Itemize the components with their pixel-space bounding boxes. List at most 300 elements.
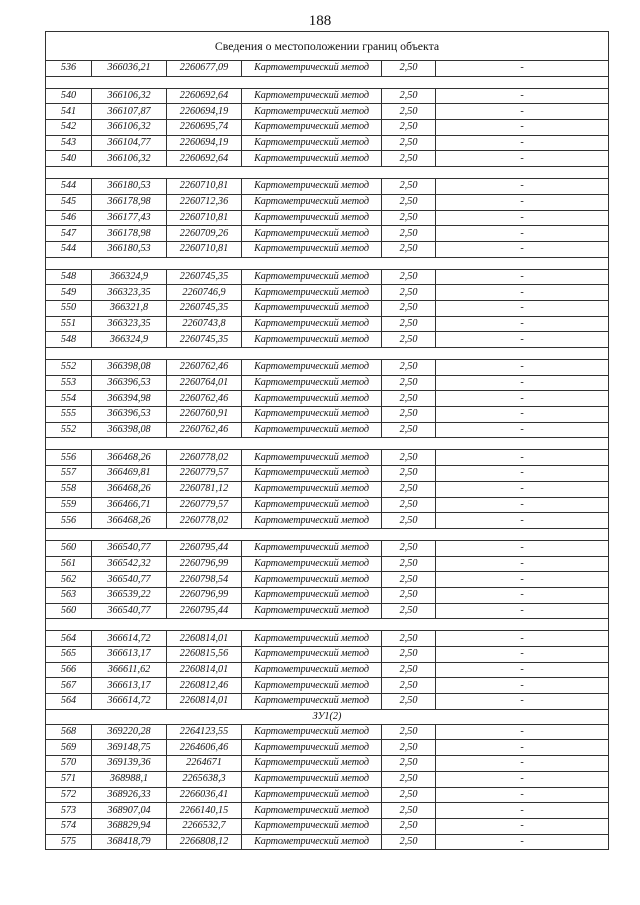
y-coordinate-cell: 2260710,81: [167, 210, 242, 226]
description-cell: -: [436, 631, 609, 647]
point-number-cell: 560: [46, 603, 92, 619]
table-row: [46, 603, 609, 619]
description-cell: -: [436, 513, 609, 529]
y-coordinate-cell: 2260796,99: [167, 587, 242, 603]
y-coordinate-cell: 2260762,46: [167, 422, 242, 438]
section-label-row: [46, 709, 609, 724]
y-coordinate-cell: 2260743,8: [167, 316, 242, 332]
point-number-cell: 546: [46, 210, 92, 226]
table-row: [46, 694, 609, 710]
method-cell: Картометрический метод: [242, 360, 382, 376]
point-number-cell: 540: [46, 88, 92, 104]
x-coordinate-cell: 366540,77: [92, 540, 167, 556]
table-row: [46, 332, 609, 348]
accuracy-cell: 2,50: [382, 104, 436, 120]
method-cell: Картометрический метод: [242, 285, 382, 301]
y-coordinate-cell: 2266140,15: [167, 803, 242, 819]
accuracy-cell: 2,50: [382, 285, 436, 301]
accuracy-cell: 2,50: [382, 269, 436, 285]
table-row: [46, 662, 609, 678]
method-cell: Картометрический метод: [242, 787, 382, 803]
x-coordinate-cell: 366614,72: [92, 631, 167, 647]
table-row: [46, 556, 609, 572]
description-cell: -: [436, 104, 609, 120]
separator-cell: [46, 348, 609, 360]
y-coordinate-cell: 2260709,26: [167, 226, 242, 242]
description-cell: -: [436, 497, 609, 513]
y-coordinate-cell: 2260814,01: [167, 662, 242, 678]
method-cell: Картометрический метод: [242, 179, 382, 195]
description-cell: -: [436, 587, 609, 603]
accuracy-cell: 2,50: [382, 603, 436, 619]
separator-cell: [46, 528, 609, 540]
accuracy-cell: 2,50: [382, 407, 436, 423]
x-coordinate-cell: 366323,35: [92, 285, 167, 301]
description-cell: -: [436, 179, 609, 195]
table-row: [46, 120, 609, 136]
point-number-cell: 544: [46, 179, 92, 195]
x-coordinate-cell: 368829,94: [92, 818, 167, 834]
x-coordinate-cell: 366539,22: [92, 587, 167, 603]
method-cell: Картометрический метод: [242, 194, 382, 210]
accuracy-cell: 2,50: [382, 587, 436, 603]
table-row: [46, 391, 609, 407]
y-coordinate-cell: 2260760,91: [167, 407, 242, 423]
description-cell: -: [436, 285, 609, 301]
table-row: [46, 513, 609, 529]
x-coordinate-cell: 366396,53: [92, 375, 167, 391]
table-row: [46, 647, 609, 663]
point-number-cell: 557: [46, 466, 92, 482]
section-separator: [46, 348, 609, 360]
section-label: ЗУ1(2): [46, 709, 609, 724]
x-coordinate-cell: 366180,53: [92, 241, 167, 257]
y-coordinate-cell: 2260712,36: [167, 194, 242, 210]
x-coordinate-cell: 366542,32: [92, 556, 167, 572]
table-row: [46, 787, 609, 803]
table-row: [46, 407, 609, 423]
point-number-cell: 544: [46, 241, 92, 257]
y-coordinate-cell: 2260798,54: [167, 572, 242, 588]
description-cell: -: [436, 210, 609, 226]
separator-cell: [46, 438, 609, 450]
table-row: [46, 587, 609, 603]
section-separator: [46, 528, 609, 540]
y-coordinate-cell: 2264123,55: [167, 724, 242, 740]
x-coordinate-cell: 366324,9: [92, 269, 167, 285]
x-coordinate-cell: 366396,53: [92, 407, 167, 423]
method-cell: Картометрический метод: [242, 375, 382, 391]
accuracy-cell: 2,50: [382, 513, 436, 529]
method-cell: Картометрический метод: [242, 466, 382, 482]
method-cell: Картометрический метод: [242, 647, 382, 663]
table-row: [46, 450, 609, 466]
y-coordinate-cell: 2260745,35: [167, 332, 242, 348]
x-coordinate-cell: 366107,87: [92, 104, 167, 120]
y-coordinate-cell: 2264606,46: [167, 740, 242, 756]
y-coordinate-cell: 2260795,44: [167, 603, 242, 619]
method-cell: Картометрический метод: [242, 803, 382, 819]
table-row: [46, 61, 609, 77]
accuracy-cell: 2,50: [382, 694, 436, 710]
point-number-cell: 548: [46, 332, 92, 348]
table-row: [46, 360, 609, 376]
description-cell: -: [436, 481, 609, 497]
method-cell: Картометрический метод: [242, 120, 382, 136]
description-cell: -: [436, 540, 609, 556]
y-coordinate-cell: 2260677,09: [167, 61, 242, 77]
accuracy-cell: 2,50: [382, 481, 436, 497]
y-coordinate-cell: 2260814,01: [167, 694, 242, 710]
table-row: [46, 481, 609, 497]
method-cell: Картометрический метод: [242, 332, 382, 348]
accuracy-cell: 2,50: [382, 647, 436, 663]
y-coordinate-cell: 2264671: [167, 756, 242, 772]
section-separator: [46, 257, 609, 269]
y-coordinate-cell: 2260762,46: [167, 391, 242, 407]
method-cell: Картометрический метод: [242, 662, 382, 678]
table-row: [46, 422, 609, 438]
accuracy-cell: 2,50: [382, 391, 436, 407]
method-cell: Картометрический метод: [242, 61, 382, 77]
x-coordinate-cell: 366468,26: [92, 513, 167, 529]
y-coordinate-cell: 2260779,57: [167, 497, 242, 513]
point-number-cell: 570: [46, 756, 92, 772]
accuracy-cell: 2,50: [382, 151, 436, 167]
y-coordinate-cell: 2266532,7: [167, 818, 242, 834]
separator-cell: [46, 257, 609, 269]
description-cell: -: [436, 422, 609, 438]
accuracy-cell: 2,50: [382, 61, 436, 77]
point-number-cell: 550: [46, 300, 92, 316]
y-coordinate-cell: 2260795,44: [167, 540, 242, 556]
separator-cell: [46, 76, 609, 88]
point-number-cell: 558: [46, 481, 92, 497]
description-cell: -: [436, 678, 609, 694]
method-cell: Картометрический метод: [242, 269, 382, 285]
y-coordinate-cell: 2260695,74: [167, 120, 242, 136]
description-cell: -: [436, 332, 609, 348]
method-cell: Картометрический метод: [242, 210, 382, 226]
method-cell: Картометрический метод: [242, 818, 382, 834]
accuracy-cell: 2,50: [382, 422, 436, 438]
accuracy-cell: 2,50: [382, 375, 436, 391]
point-number-cell: 566: [46, 662, 92, 678]
accuracy-cell: 2,50: [382, 631, 436, 647]
y-coordinate-cell: 2266808,12: [167, 834, 242, 850]
description-cell: -: [436, 120, 609, 136]
accuracy-cell: 2,50: [382, 740, 436, 756]
x-coordinate-cell: 366321,8: [92, 300, 167, 316]
accuracy-cell: 2,50: [382, 818, 436, 834]
section-separator: [46, 76, 609, 88]
y-coordinate-cell: 2265638,3: [167, 771, 242, 787]
table-row: [46, 179, 609, 195]
table-row: [46, 818, 609, 834]
x-coordinate-cell: 366323,35: [92, 316, 167, 332]
method-cell: Картометрический метод: [242, 407, 382, 423]
method-cell: Картометрический метод: [242, 104, 382, 120]
x-coordinate-cell: 366106,32: [92, 120, 167, 136]
x-coordinate-cell: 366613,17: [92, 678, 167, 694]
description-cell: -: [436, 771, 609, 787]
table-row: [46, 572, 609, 588]
description-cell: -: [436, 226, 609, 242]
x-coordinate-cell: 366177,43: [92, 210, 167, 226]
description-cell: -: [436, 724, 609, 740]
y-coordinate-cell: 2260764,01: [167, 375, 242, 391]
description-cell: -: [436, 391, 609, 407]
point-number-cell: 568: [46, 724, 92, 740]
point-number-cell: 545: [46, 194, 92, 210]
description-cell: -: [436, 572, 609, 588]
method-cell: Картометрический метод: [242, 678, 382, 694]
table-row: [46, 104, 609, 120]
accuracy-cell: 2,50: [382, 497, 436, 513]
x-coordinate-cell: 366466,71: [92, 497, 167, 513]
x-coordinate-cell: 368418,79: [92, 834, 167, 850]
table-row: [46, 285, 609, 301]
method-cell: Картометрический метод: [242, 481, 382, 497]
table-title: Сведения о местоположении границ объекта: [46, 32, 609, 61]
method-cell: Картометрический метод: [242, 724, 382, 740]
point-number-cell: 563: [46, 587, 92, 603]
description-cell: -: [436, 740, 609, 756]
method-cell: Картометрический метод: [242, 740, 382, 756]
table-header-row: [46, 32, 609, 61]
section-separator: [46, 438, 609, 450]
description-cell: -: [436, 151, 609, 167]
table-row: [46, 300, 609, 316]
table-row: [46, 724, 609, 740]
x-coordinate-cell: 366178,98: [92, 226, 167, 242]
point-number-cell: 540: [46, 151, 92, 167]
x-coordinate-cell: 368988,1: [92, 771, 167, 787]
description-cell: -: [436, 662, 609, 678]
method-cell: Картометрический метод: [242, 587, 382, 603]
point-number-cell: 559: [46, 497, 92, 513]
y-coordinate-cell: 2260814,01: [167, 631, 242, 647]
point-number-cell: 553: [46, 375, 92, 391]
y-coordinate-cell: 2260746,9: [167, 285, 242, 301]
point-number-cell: 562: [46, 572, 92, 588]
x-coordinate-cell: 366394,98: [92, 391, 167, 407]
point-number-cell: 551: [46, 316, 92, 332]
method-cell: Картометрический метод: [242, 88, 382, 104]
x-coordinate-cell: 366104,77: [92, 135, 167, 151]
description-cell: -: [436, 450, 609, 466]
point-number-cell: 549: [46, 285, 92, 301]
method-cell: Картометрический метод: [242, 422, 382, 438]
y-coordinate-cell: 2260710,81: [167, 179, 242, 195]
table-row: [46, 151, 609, 167]
description-cell: -: [436, 407, 609, 423]
x-coordinate-cell: 366614,72: [92, 694, 167, 710]
point-number-cell: 552: [46, 422, 92, 438]
accuracy-cell: 2,50: [382, 787, 436, 803]
point-number-cell: 543: [46, 135, 92, 151]
accuracy-cell: 2,50: [382, 360, 436, 376]
description-cell: -: [436, 269, 609, 285]
accuracy-cell: 2,50: [382, 724, 436, 740]
table-row: [46, 756, 609, 772]
table-row: [46, 269, 609, 285]
accuracy-cell: 2,50: [382, 194, 436, 210]
description-cell: -: [436, 61, 609, 77]
accuracy-cell: 2,50: [382, 332, 436, 348]
description-cell: -: [436, 88, 609, 104]
point-number-cell: 565: [46, 647, 92, 663]
y-coordinate-cell: 2260745,35: [167, 300, 242, 316]
description-cell: -: [436, 466, 609, 482]
description-cell: -: [436, 803, 609, 819]
accuracy-cell: 2,50: [382, 450, 436, 466]
accuracy-cell: 2,50: [382, 241, 436, 257]
y-coordinate-cell: 2260692,64: [167, 151, 242, 167]
table-row: [46, 631, 609, 647]
method-cell: Картометрический метод: [242, 694, 382, 710]
y-coordinate-cell: 2260694,19: [167, 104, 242, 120]
table-row: [46, 834, 609, 850]
method-cell: Картометрический метод: [242, 771, 382, 787]
y-coordinate-cell: 2260779,57: [167, 466, 242, 482]
accuracy-cell: 2,50: [382, 466, 436, 482]
accuracy-cell: 2,50: [382, 179, 436, 195]
table-row: [46, 88, 609, 104]
method-cell: Картометрический метод: [242, 631, 382, 647]
x-coordinate-cell: 369139,36: [92, 756, 167, 772]
x-coordinate-cell: 366540,77: [92, 572, 167, 588]
x-coordinate-cell: 366178,98: [92, 194, 167, 210]
method-cell: Картометрический метод: [242, 316, 382, 332]
x-coordinate-cell: 366613,17: [92, 647, 167, 663]
description-cell: -: [436, 194, 609, 210]
x-coordinate-cell: 366180,53: [92, 179, 167, 195]
table-row: [46, 210, 609, 226]
point-number-cell: 552: [46, 360, 92, 376]
point-number-cell: 572: [46, 787, 92, 803]
description-cell: -: [436, 818, 609, 834]
point-number-cell: 536: [46, 61, 92, 77]
accuracy-cell: 2,50: [382, 88, 436, 104]
separator-cell: [46, 619, 609, 631]
y-coordinate-cell: 2260745,35: [167, 269, 242, 285]
description-cell: -: [436, 316, 609, 332]
description-cell: -: [436, 360, 609, 376]
method-cell: Картометрический метод: [242, 135, 382, 151]
page-number: 188: [308, 13, 332, 29]
separator-cell: [46, 167, 609, 179]
y-coordinate-cell: 2260692,64: [167, 88, 242, 104]
point-number-cell: 564: [46, 694, 92, 710]
description-cell: -: [436, 375, 609, 391]
description-cell: -: [436, 241, 609, 257]
point-number-cell: 541: [46, 104, 92, 120]
point-number-cell: 561: [46, 556, 92, 572]
method-cell: Картометрический метод: [242, 450, 382, 466]
point-number-cell: 560: [46, 540, 92, 556]
x-coordinate-cell: 366398,08: [92, 422, 167, 438]
accuracy-cell: 2,50: [382, 834, 436, 850]
x-coordinate-cell: 366398,08: [92, 360, 167, 376]
table-row: [46, 497, 609, 513]
table-row: [46, 194, 609, 210]
accuracy-cell: 2,50: [382, 556, 436, 572]
point-number-cell: 547: [46, 226, 92, 242]
x-coordinate-cell: 369148,75: [92, 740, 167, 756]
point-number-cell: 571: [46, 771, 92, 787]
method-cell: Картометрический метод: [242, 151, 382, 167]
method-cell: Картометрический метод: [242, 497, 382, 513]
description-cell: -: [436, 694, 609, 710]
point-number-cell: 575: [46, 834, 92, 850]
accuracy-cell: 2,50: [382, 756, 436, 772]
x-coordinate-cell: 366106,32: [92, 151, 167, 167]
y-coordinate-cell: 2260778,02: [167, 513, 242, 529]
point-number-cell: 548: [46, 269, 92, 285]
y-coordinate-cell: 2260815,56: [167, 647, 242, 663]
table-row: [46, 316, 609, 332]
description-cell: -: [436, 756, 609, 772]
accuracy-cell: 2,50: [382, 678, 436, 694]
y-coordinate-cell: 2260710,81: [167, 241, 242, 257]
method-cell: Картометрический метод: [242, 556, 382, 572]
accuracy-cell: 2,50: [382, 540, 436, 556]
method-cell: Картометрический метод: [242, 603, 382, 619]
table-row: [46, 375, 609, 391]
accuracy-cell: 2,50: [382, 771, 436, 787]
y-coordinate-cell: 2260694,19: [167, 135, 242, 151]
accuracy-cell: 2,50: [382, 135, 436, 151]
table-row: [46, 241, 609, 257]
y-coordinate-cell: 2260762,46: [167, 360, 242, 376]
x-coordinate-cell: 366324,9: [92, 332, 167, 348]
y-coordinate-cell: 2260781,12: [167, 481, 242, 497]
method-cell: Картометрический метод: [242, 834, 382, 850]
method-cell: Картометрический метод: [242, 226, 382, 242]
x-coordinate-cell: 366468,26: [92, 481, 167, 497]
x-coordinate-cell: 366106,32: [92, 88, 167, 104]
method-cell: Картометрический метод: [242, 756, 382, 772]
table-row: [46, 740, 609, 756]
accuracy-cell: 2,50: [382, 572, 436, 588]
table-row: [46, 226, 609, 242]
accuracy-cell: 2,50: [382, 120, 436, 136]
table-row: [46, 466, 609, 482]
section-separator: [46, 167, 609, 179]
x-coordinate-cell: 366468,26: [92, 450, 167, 466]
method-cell: Картометрический метод: [242, 391, 382, 407]
accuracy-cell: 2,50: [382, 803, 436, 819]
table-row: [46, 803, 609, 819]
x-coordinate-cell: 368907,04: [92, 803, 167, 819]
x-coordinate-cell: 366540,77: [92, 603, 167, 619]
point-number-cell: 564: [46, 631, 92, 647]
x-coordinate-cell: 368926,33: [92, 787, 167, 803]
section-separator: [46, 619, 609, 631]
method-cell: Картометрический метод: [242, 572, 382, 588]
accuracy-cell: 2,50: [382, 226, 436, 242]
x-coordinate-cell: 366469,81: [92, 466, 167, 482]
accuracy-cell: 2,50: [382, 662, 436, 678]
point-number-cell: 554: [46, 391, 92, 407]
description-cell: -: [436, 300, 609, 316]
y-coordinate-cell: 2266036,41: [167, 787, 242, 803]
method-cell: Картометрический метод: [242, 241, 382, 257]
accuracy-cell: 2,50: [382, 300, 436, 316]
point-number-cell: 573: [46, 803, 92, 819]
table-row: [46, 678, 609, 694]
